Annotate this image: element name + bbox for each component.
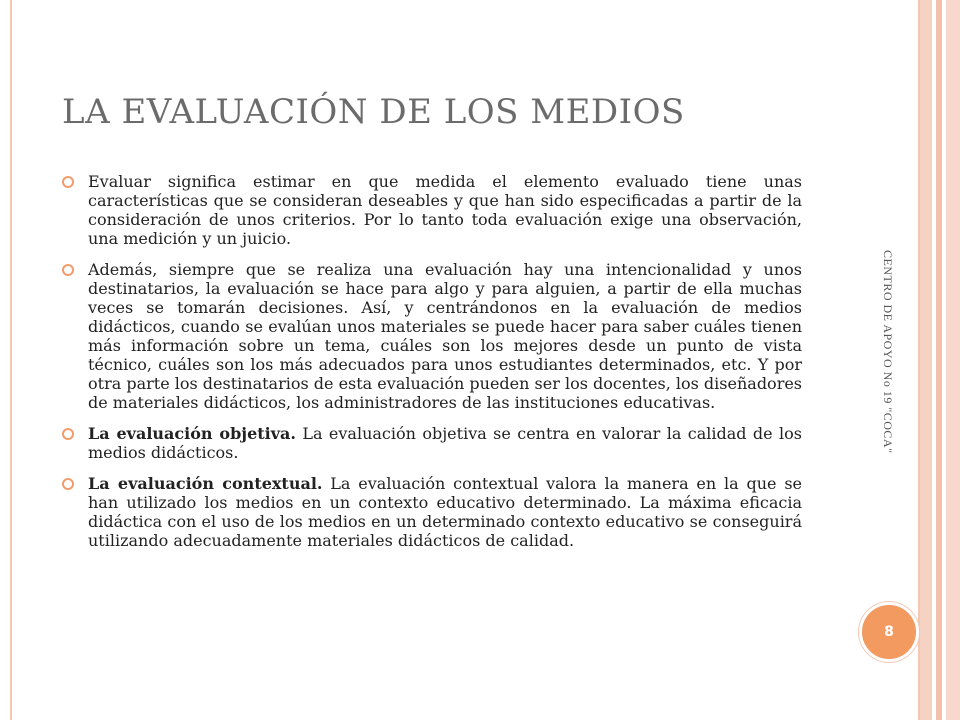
bullet-circle-icon	[62, 428, 74, 440]
bullet-text: La evaluación objetiva se centra en valorar la calidad de los medios didácticos.	[88, 424, 802, 462]
bullet-text: La evaluación contextual valora la manera en la que se han utilizado los medios en un contexto educativo determinado. La máxima eficacia didáctica con el uso de los medios en un determinado contexto educativo se conseguirá utilizando adecuadamente materiales didácticos de calidad.	[88, 474, 802, 550]
bullet-circle-icon	[62, 264, 74, 276]
bullet-term: La evaluación objetiva.	[88, 424, 296, 443]
bullet-term: La evaluación contextual.	[88, 474, 323, 493]
bullet-circle-icon	[62, 176, 74, 188]
bullet-text: Además, siempre que se realiza una evaluación hay una intencionalidad y unos destinatarios, la evaluación se hace para algo y para alguien, a partir de ella muchas veces se tomarán decisiones. Así, y centrándonos en la evaluación de medios didácticos, cuando se evalúan unos materiales se puede hacer para saber cuáles tienen más información sobre un tema, cuáles son los mejores desde un punto de vista técnico, cuáles son los más adecuados para unos estudiantes determinados, etc. Y por otra parte los destinatarios de esta evaluación pueden ser los docentes, los diseñadores de materiales didácticos, los administradores de las instituciones educativas.	[88, 260, 803, 412]
bullet-item	[62, 424, 802, 462]
bullet-text: Evaluar significa estimar en que medida el elemento evaluado tiene unas características que se consideran deseables y que han sido especificadas a partir de la consideración de unos criterios. Por lo tanto toda evaluación exige una observación, una medición y un juicio.	[88, 172, 802, 248]
page-number-badge: 8	[859, 602, 919, 662]
bullet-circle-icon	[62, 478, 74, 490]
decorative-side-stripes	[920, 0, 960, 720]
side-footer-text: CENTRO DE APOYO No 19 "COCA"	[881, 250, 895, 454]
slide-title: LA EVALUACIÓN DE LOS MEDIOS	[62, 92, 685, 132]
bullet-item	[62, 260, 802, 412]
bullet-item	[62, 474, 802, 550]
bullet-item	[62, 172, 802, 248]
slide-content	[62, 172, 802, 562]
